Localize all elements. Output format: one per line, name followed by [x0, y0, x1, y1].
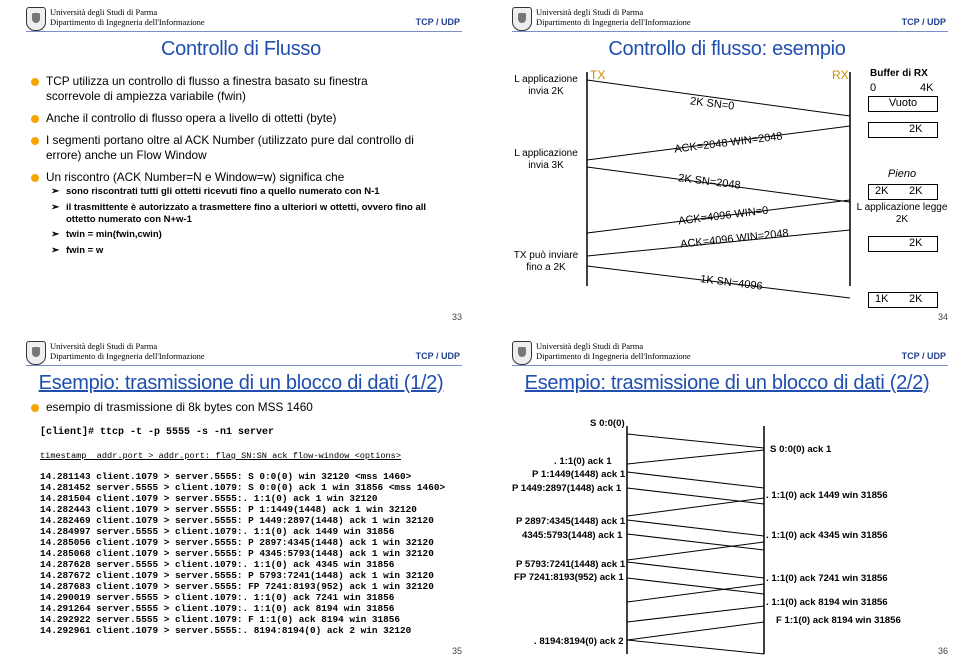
seq-arrow: [627, 498, 764, 516]
header-divider: [26, 365, 462, 366]
seq-arrow: [627, 450, 764, 464]
buffer-empty: Vuoto: [868, 96, 938, 112]
seq-arrow: [627, 622, 764, 640]
slide-34: [494, 4, 960, 326]
bullet-dot-icon: [31, 174, 39, 182]
buffer-full-label: Pieno: [887, 168, 917, 180]
seq-arrow: [627, 584, 764, 602]
bullet-dot-icon: [31, 115, 39, 123]
slide-title: Controllo di flusso: esempio: [608, 38, 846, 60]
tx-note-3: TX può inviare fino a 2K: [513, 250, 579, 273]
trace-line: 14.287683 client.1079 > server.5555: FP 7241:8193(952) ack 1 win 32120: [40, 581, 434, 592]
trace-line: 14.287628 server.5555 > client.1079:. 1:1(0) ack 4345 win 31856: [40, 559, 395, 570]
page-number: 33: [451, 312, 462, 322]
seq-label: P 1:1449(1448) ack 1: [532, 469, 626, 480]
seq-label: S 0:0(0): [590, 418, 625, 429]
course-label: TCP / UDP: [901, 351, 946, 361]
bullet-4: Un riscontro (ACK Number=N e Window=w) significa che: [46, 170, 446, 185]
seq-label: . 1:1(0) ack 1449 win 31856: [766, 490, 888, 501]
slide-36: [494, 338, 960, 660]
buffer-state: 1K 2K: [868, 292, 938, 308]
slide-title: Esempio: trasmissione di un blocco di dati (1/2): [38, 372, 444, 394]
buffer-state: 2K: [868, 122, 938, 138]
seq-arrow: [627, 434, 764, 448]
buffer-title: Buffer di RX: [870, 68, 928, 79]
seq-label: P 1449:2897(1448) ack 1: [512, 483, 622, 494]
course-label: TCP / UDP: [415, 351, 460, 361]
bullet-dot-icon: [31, 404, 39, 412]
slide-header: [8, 338, 474, 368]
msg-label: 1K SN=4096: [699, 273, 764, 293]
msg-label: 2K SN=2048: [677, 172, 742, 192]
seq-arrow: [627, 488, 764, 504]
seq-arrow: [627, 562, 764, 578]
seq-label: P 5793:7241(1448) ack 1: [516, 559, 626, 570]
bullet-1: TCP utilizza un controllo di flusso a finestra basato su finestra scorrevole di ampiezza variabile (fwin): [46, 74, 406, 104]
trace-line: 14.285068 client.1079 > server.5555: P 4345:5793(1448) ack 1 win 32120: [40, 548, 434, 559]
arrow-bullet-icon: ➢: [51, 186, 60, 197]
university-name: Università degli Studi di Parma Dipartimento di Ingegneria dell'Informazione: [536, 7, 691, 27]
page-number: 36: [937, 646, 948, 656]
trace-line: 14.282443 client.1079 > server.5555: P 1:1449(1448) ack 1 win 32120: [40, 504, 417, 515]
trace-line: 14.292922 server.5555 > client.1079: F 1:1(0) ack 8194 win 31856: [40, 614, 401, 625]
bullet-3: I segmenti portano oltre al ACK Number (utilizzato pure dal controllo di errore) anche un Flow Window: [46, 133, 436, 163]
header-divider: [26, 31, 462, 32]
sub-bullet: ➢ twin = min(fwin,cwin): [51, 229, 162, 240]
trace-line: 14.284997 server.5555 > client.1079:. 1:1(0) ack 1449 win 31856: [40, 526, 395, 537]
msg-label: ACK=4096 WIN=0: [677, 204, 769, 228]
seq-arrow: [627, 472, 764, 488]
slide-title: Controllo di Flusso: [161, 38, 321, 60]
rx-label: RX: [832, 68, 849, 82]
university-name: Università degli Studi di Parma Dipartimento di Ingegneria dell'Informazione: [50, 341, 205, 361]
seq-label: . 8194:8194(0) ack 2: [534, 636, 624, 647]
command-line: [client]# ttcp -t -p 5555 -s -n1 server: [40, 427, 275, 438]
slide-header: [8, 4, 474, 34]
tx-note-2: L applicazione invia 3K: [514, 148, 578, 171]
slide-title: Esempio: trasmissione di un blocco di dati (2/2): [524, 372, 930, 394]
bullet-dot-icon: [31, 78, 39, 86]
arrow-bullet-icon: ➢: [51, 202, 60, 213]
seq-label: F 1:1(0) ack 8194 win 31856: [776, 615, 901, 626]
trace-format: timestamp addr.port > addr.port: flag SN:SN ack flow-window <options>: [40, 451, 401, 461]
course-label: TCP / UDP: [415, 17, 460, 27]
slide-35: [8, 338, 474, 660]
seq-arrow: [627, 578, 764, 594]
seq-label: . 1:1(0) ack 7241 win 31856: [766, 573, 888, 584]
rx-read-note: L applicazione legge 2K: [856, 202, 948, 225]
msg-label: 2K SN=0: [689, 95, 735, 113]
university-name: Università degli Studi di Parma Dipartimento di Ingegneria dell'Informazione: [536, 341, 691, 361]
seq-arrow: [627, 606, 764, 622]
university-seal-icon: [26, 341, 46, 365]
msg-label: ACK=2048 WIN=2048: [673, 130, 784, 156]
tx-note-1: L applicazione invia 2K: [514, 74, 578, 97]
msg-label: ACK=4096 WIN=2048: [679, 227, 790, 251]
buffer-state: 2K: [868, 236, 938, 252]
trace-line: 14.281143 client.1079 > server.5555: S 0:0(0) win 32120 <mss 1460>: [40, 471, 412, 482]
trace-line: 14.287672 client.1079 > server.5555: P 5793:7241(1448) ack 1 win 32120: [40, 570, 434, 581]
seq-arrow: [627, 534, 764, 550]
page-number: 34: [937, 312, 948, 322]
bullet-2: Anche il controllo di flusso opera a livello di ottetti (byte): [46, 111, 446, 126]
trace-line: 14.281504 client.1079 > server.5555:. 1:1(0) ack 1 win 32120: [40, 493, 378, 504]
bullet: esempio di trasmissione di 8k bytes con MSS 1460: [46, 400, 446, 415]
seq-label: . 1:1(0) ack 8194 win 31856: [766, 597, 888, 608]
tx-label: TX: [590, 68, 606, 82]
trace-line: 14.292961 client.1079 > server.5555:. 8194:8194(0) ack 2 win 32120: [40, 625, 412, 636]
buffer-state: 2K 2K: [868, 184, 938, 200]
buffer-end: 4K: [920, 82, 934, 94]
buffer-start: 0: [870, 82, 877, 94]
page-number: 35: [451, 646, 462, 656]
seq-label: S 0:0(0) ack 1: [770, 444, 832, 455]
seq-arrow: [627, 640, 764, 654]
arrow-bullet-icon: ➢: [51, 245, 60, 256]
bullet-dot-icon: [31, 137, 39, 145]
seq-arrow: [627, 520, 764, 536]
university-seal-icon: [26, 7, 46, 31]
sub-bullet: ➢ sono riscontrati tutti gli ottetti ricevuti fino a quello numerato con N-1: [51, 186, 380, 197]
trace-line: 14.281452 server.5555 > client.1079: S 0:0(0) ack 1 win 31856 <mss 1460>: [40, 482, 446, 493]
university-name: Università degli Studi di Parma Dipartimento di Ingegneria dell'Informazione: [50, 7, 205, 27]
seq-label: FP 7241:8193(952) ack 1: [514, 572, 624, 583]
trace-line: 14.285056 client.1079 > server.5555: P 2897:4345(1448) ack 1 win 32120: [40, 537, 434, 548]
seq-label: . 1:1(0) ack 1: [554, 456, 612, 467]
trace-line: 14.290019 server.5555 > client.1079:. 1:1(0) ack 7241 win 31856: [40, 592, 395, 603]
seq-label: P 2897:4345(1448) ack 1: [516, 516, 626, 527]
course-label: TCP / UDP: [901, 17, 946, 27]
trace-line: 14.282469 client.1079 > server.5555: P 1449:2897(1448) ack 1 win 32120: [40, 515, 434, 526]
trace-line: 14.291264 server.5555 > client.1079:. 1:1(0) ack 8194 win 31856: [40, 603, 395, 614]
sub-bullet: ➢ fwin = w: [51, 245, 104, 256]
arrow-bullet-icon: ➢: [51, 229, 60, 240]
seq-arrow: [627, 542, 764, 560]
seq-label: 4345:5793(1448) ack 1: [522, 530, 623, 541]
slide-33: [8, 4, 474, 326]
sub-bullet: ➢ il trasmittente è autorizzato a trasmettere fino a ulteriori w ottetti, ovvero fino all ottetto numerato con N+w-1: [51, 202, 427, 225]
sequence-diagram: [494, 338, 960, 660]
seq-label: . 1:1(0) ack 4345 win 31856: [766, 530, 888, 541]
